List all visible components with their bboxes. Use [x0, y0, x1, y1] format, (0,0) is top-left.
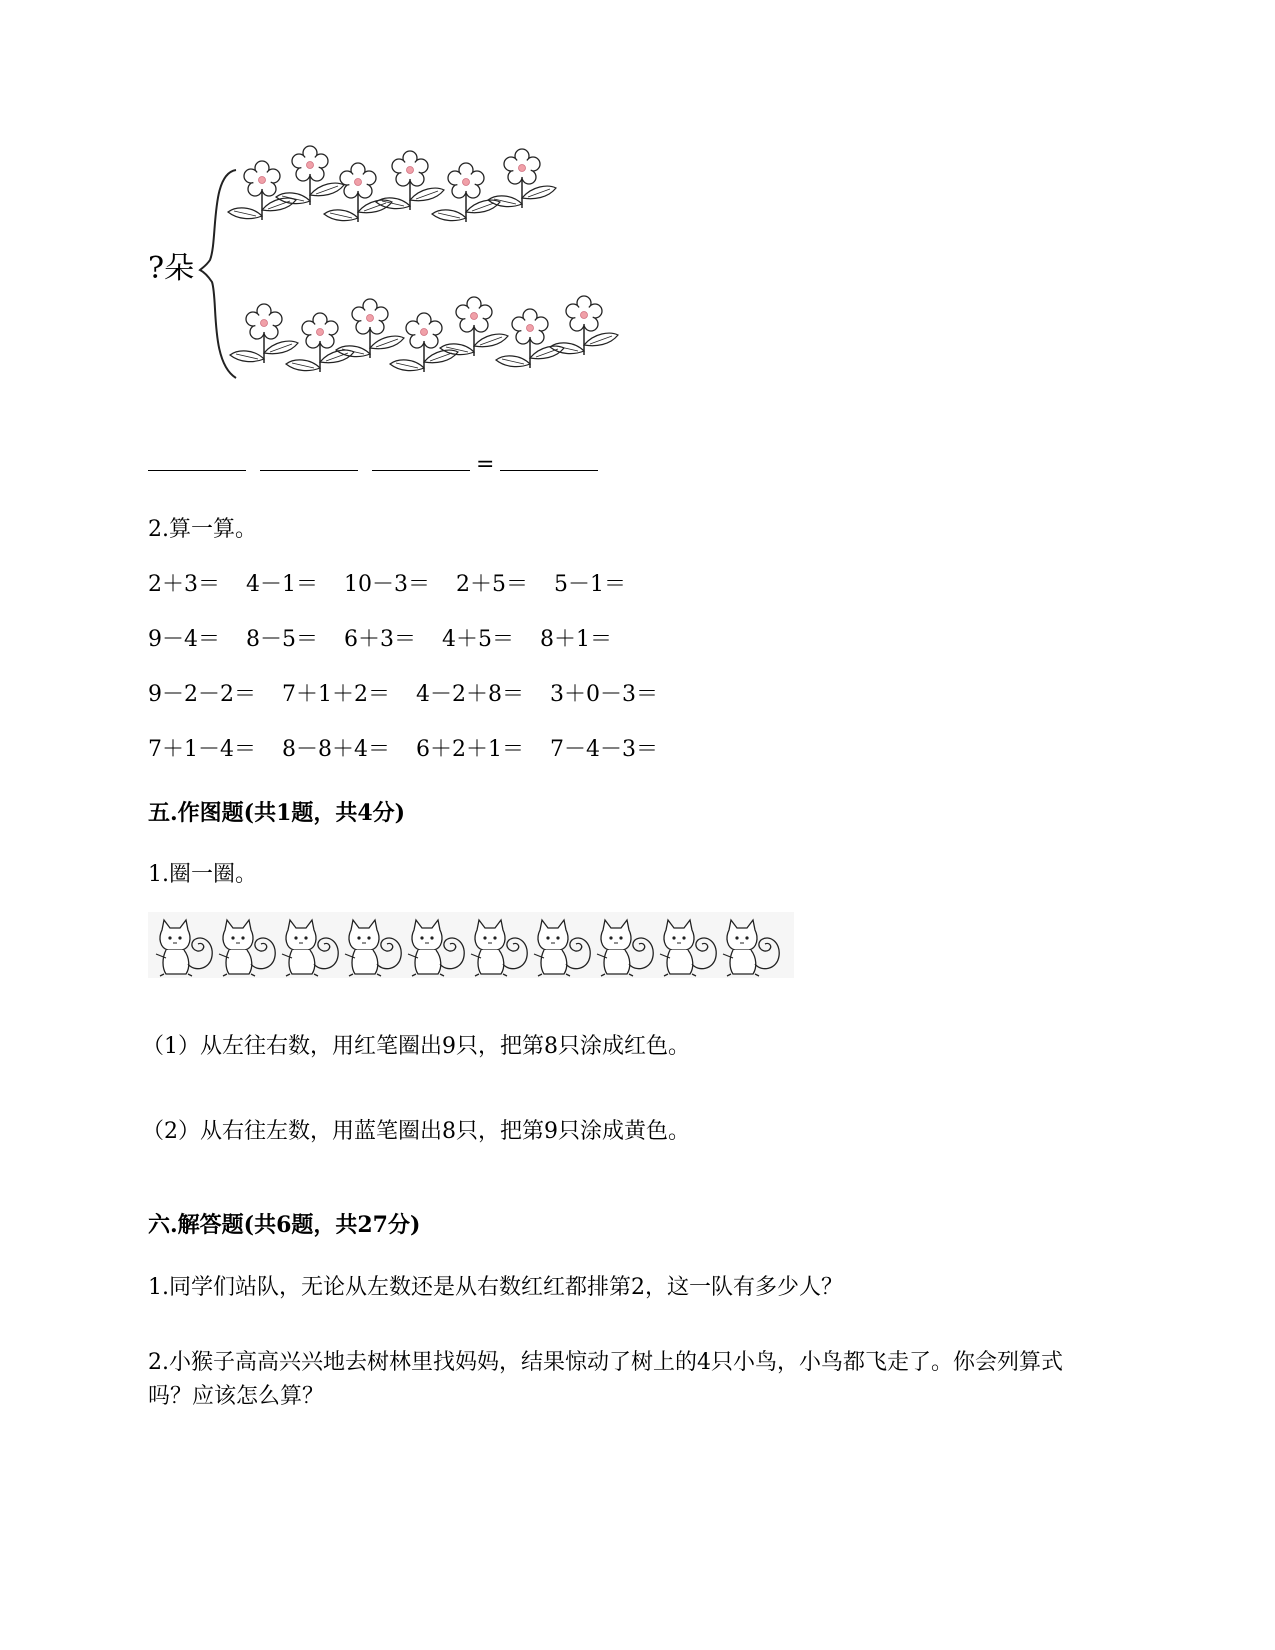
section5-sub1: （1）从左往右数，用红笔圈出9只，把第8只涂成红色。: [142, 1034, 690, 1059]
calc-item: 4－1＝: [246, 572, 318, 597]
section6-q2: 2.小猴子高高兴兴地去树林里找妈妈，结果惊动了树上的4只小鸟，小鸟都飞走了。你会列算式吗？应该怎么算？: [148, 1350, 1063, 1409]
calc-row-2: [148, 625, 638, 655]
answer-blank[interactable]: [148, 448, 246, 471]
calc-item: 2＋5＝: [456, 572, 528, 597]
calc-item: 4－2＋8＝: [416, 682, 524, 707]
calc-item: 6＋3＝: [344, 627, 416, 652]
section6-heading: 六.解答题(共6题，共27分): [148, 1212, 421, 1238]
answer-blanks: [148, 448, 598, 480]
answer-blank[interactable]: [260, 448, 358, 471]
squirrel-strip-drawing: [148, 912, 794, 978]
calc-item: 9－2－2＝: [148, 682, 256, 707]
section6-q1: 1.同学们站队，无论从左数还是从右数红红都排第2，这一队有多少人？: [148, 1275, 843, 1300]
calc-item: 5－1＝: [554, 572, 626, 597]
calc-item: 7＋1＋2＝: [282, 682, 390, 707]
answer-blank[interactable]: [500, 448, 598, 471]
calc-item: 9－4＝: [148, 627, 220, 652]
section5-sub2: （2）从右往左数，用蓝笔圈出8只，把第9只涂成黄色。: [142, 1119, 690, 1144]
flower-bottom-row: [230, 296, 618, 372]
section5-heading: 五.作图题(共1题，共4分): [148, 800, 406, 826]
calc-item: 8－8＋4＝: [282, 737, 390, 762]
calc-row-4: [148, 735, 684, 765]
flower-count-label: ?朵: [148, 251, 195, 286]
calc-item: 7＋1－4＝: [148, 737, 256, 762]
calc-item: 7－4－3＝: [550, 737, 658, 762]
calc-row-1: [148, 570, 652, 600]
squirrel-strip: [148, 912, 794, 978]
flower-top-row: [228, 146, 556, 222]
calc-item: 8－5＝: [246, 627, 318, 652]
section5-q1-title: 1.圈一圈。: [148, 862, 257, 887]
calc-item: 3＋0－3＝: [550, 682, 658, 707]
calc-row-3: [148, 680, 684, 710]
calc-item: 4＋5＝: [442, 627, 514, 652]
answer-blank[interactable]: [372, 448, 470, 471]
flower-figure-drawing: [140, 140, 640, 390]
calc-item: 8＋1＝: [540, 627, 612, 652]
q2-title: 2.算一算。: [148, 517, 257, 542]
equals-sign: =: [476, 452, 495, 477]
calc-item: 2＋3＝: [148, 572, 220, 597]
flower-figure: [140, 140, 640, 390]
calc-item: 10－3＝: [344, 572, 430, 597]
calc-item: 6＋2＋1＝: [416, 737, 524, 762]
